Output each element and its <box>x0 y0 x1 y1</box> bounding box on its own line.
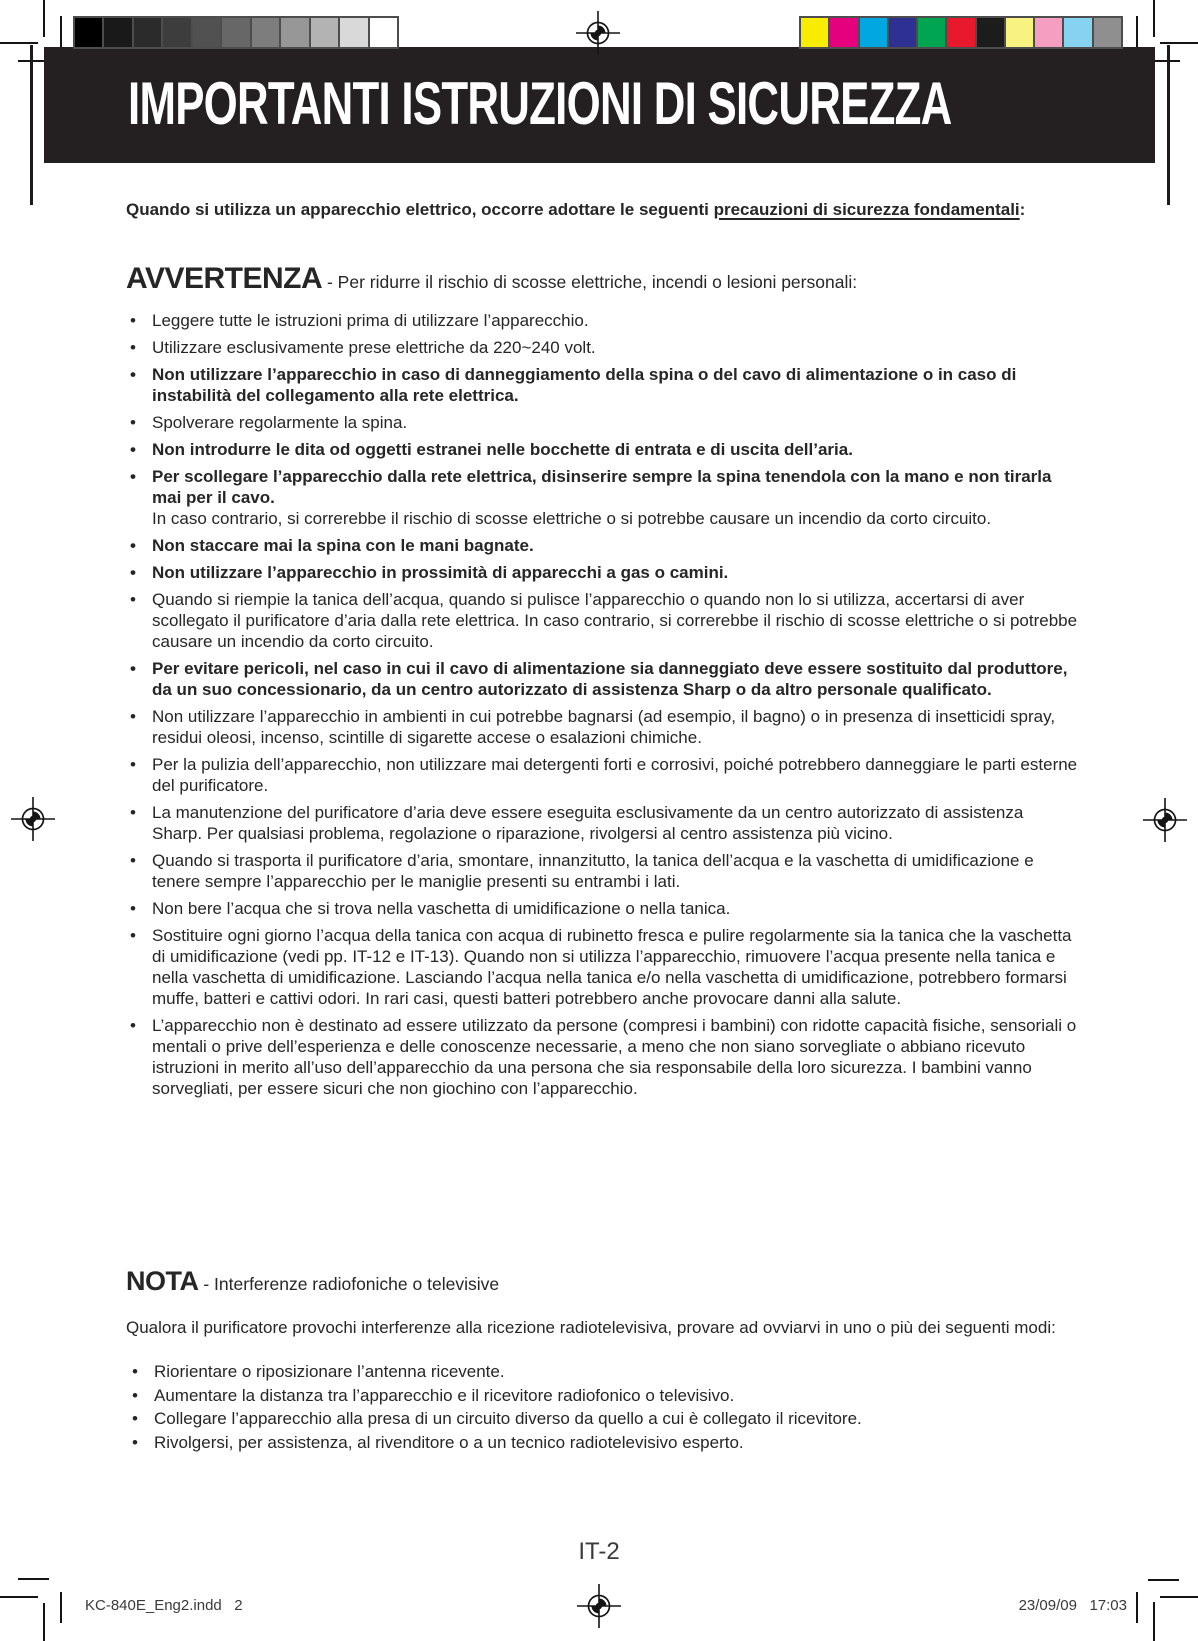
grayscale-calibration-bar <box>73 16 399 49</box>
nota-heading: NOTA <box>126 1266 199 1296</box>
list-item <box>126 706 1078 748</box>
list-item <box>126 439 1078 460</box>
color-calibration-bar <box>799 16 1123 49</box>
bullet-icon: • <box>130 707 136 726</box>
nota-intro-paragraph: Qualora il purificatore provochi interferenze alla ricezione radiotelevisiva, provare ad ovviarvi in uno o più dei seguenti modi: <box>126 1318 1056 1337</box>
calibration-swatch <box>1064 18 1091 47</box>
bullet-icon: • <box>130 659 136 678</box>
bullet-icon: • <box>132 1362 138 1381</box>
list-item <box>126 925 1078 1009</box>
registration-mark-icon <box>577 1584 621 1628</box>
crop-mark <box>1148 1579 1179 1581</box>
list-item-text: Non utilizzare l’apparecchio in ambienti in cui potrebbe bagnarsi (ad esempio, il bagno) o in presenza di insetticidi spray, residui oleosi, incenso, scintille di sigarette accese o esalazioni chimiche. <box>152 707 1056 747</box>
calibration-swatch <box>311 18 338 47</box>
list-item-text: Aumentare la distanza tra l’apparecchio e il ricevitore radiofonico o televisivo. <box>154 1385 735 1405</box>
list-item <box>128 1431 1058 1455</box>
registration-mark-icon <box>11 797 55 841</box>
calibration-swatch <box>830 18 857 47</box>
list-item <box>126 754 1078 796</box>
trim-line <box>1167 45 1170 205</box>
crop-mark <box>18 1578 49 1580</box>
list-item-text: Non bere l’acqua che si trova nella vaschetta di umidificazione o nella tanica. <box>152 899 731 918</box>
list-item-text: Per scollegare l’apparecchio dalla rete elettrica, disinserire sempre la spina tenendola con la mano e non tirarla mai per il cavo. In caso contrario, si correrebbe il rischio di scosse elettriche o si potrebbe causare un incendio da corto circuito. <box>152 466 1078 529</box>
calibration-swatch <box>252 18 279 47</box>
list-item-text: Non staccare mai la spina con le mani bagnate. <box>152 536 534 555</box>
bullet-icon: • <box>130 590 136 609</box>
bullet-icon: • <box>130 803 136 822</box>
crop-mark <box>60 1592 62 1623</box>
list-item <box>128 1407 1058 1431</box>
nota-heading-row <box>126 1266 499 1297</box>
intro-underlined-text: precauzioni di sicurezza fondamentali <box>713 200 1020 219</box>
list-item <box>126 337 1078 358</box>
crop-mark <box>1153 1602 1155 1641</box>
calibration-swatch <box>104 18 131 47</box>
bullet-icon: • <box>130 1016 136 1035</box>
calibration-swatch <box>75 18 102 47</box>
bullet-icon: • <box>130 413 136 432</box>
list-item-text: Quando si trasporta il purificatore d’aria, smontare, innanzitutto, la tanica dell’acqua e la vaschetta di umidificazione e tenere sempre l’apparecchio per le maniglie presenti su entrambi i lati. <box>152 851 1034 891</box>
calibration-swatch <box>860 18 887 47</box>
list-item-text: Utilizzare esclusivamente prese elettriche da 220~240 volt. <box>152 338 596 357</box>
calibration-swatch <box>1035 18 1062 47</box>
intro-text: Quando si utilizza un apparecchio elettrico, occorre adottare le seguenti <box>126 200 714 219</box>
calibration-swatch <box>889 18 916 47</box>
trim-line <box>30 45 33 205</box>
registration-mark-icon <box>1143 798 1187 842</box>
list-item <box>128 1360 1058 1384</box>
calibration-swatch <box>163 18 190 47</box>
list-item <box>126 310 1078 331</box>
bullet-icon: • <box>130 563 136 582</box>
bullet-icon: • <box>130 926 136 945</box>
list-item <box>126 658 1078 700</box>
list-item-text: L’apparecchio non è destinato ad essere utilizzato da persone (compresi i bambini) con ridotte capacità fisiche, sensoriali o mentali o prive dell’esperienza e delle conoscenze necessarie, a meno che non siano sorvegliate o abbiano ricevuto istruzioni in merito all’uso dell’apparecchio da una persona che sia responsabile della loro sicurezza. I bambini vanno sorvegliati, per essere sicuri che non giochino con l’apparecchio. <box>152 1016 1077 1098</box>
list-item-text: Per la pulizia dell’apparecchio, non utilizzare mai detergenti forti e corrosivi, poiché potrebbero danneggiare le parti esterne del purificatore. <box>152 755 1078 795</box>
list-item-text: Sostituire ogni giorno l’acqua della tanica con acqua di rubinetto fresca e pulire regolarmente sia la tanica che la vaschetta di umidificazione (vedi pp. IT-12 e IT-13). Quando non si utilizza l’apparecchio, rimuovere l’acqua presente nella tanica e nella vaschetta di umidificazione. Lasciando l’acqua nella tanica e/o nella vaschetta di umidificazione, potrebbero formarsi muffe, batteri e cattivi odori. In rari casi, questi batteri potrebbero anche provocare danni alla salute. <box>152 926 1072 1008</box>
crop-mark <box>43 1603 45 1641</box>
bullet-icon: • <box>132 1385 138 1405</box>
warning-list <box>126 310 1078 1105</box>
list-item-text: Spolverare regolarmente la spina. <box>152 413 408 432</box>
bullet-icon: • <box>132 1409 138 1428</box>
nota-list <box>128 1360 1058 1454</box>
list-item-text: Non utilizzare l’apparecchio in prossimità di apparecchi a gas o camini. <box>152 563 729 582</box>
list-item <box>126 802 1078 844</box>
list-item-text: Per evitare pericoli, nel caso in cui il cavo di alimentazione sia danneggiato deve essere sostituito dal produttore, da un suo concessionario, da un centro autorizzato di assistenza Sharp o da altro personale qualificato. <box>152 659 1068 699</box>
list-item-text: Rivolgersi, per assistenza, al rivenditore o a un tecnico radiotelevisivo esperto. <box>154 1432 744 1452</box>
list-item-text: Collegare l’apparecchio alla presa di un circuito diverso da quello a cui è collegato il ricevitore. <box>154 1409 862 1428</box>
list-item-text: Quando si riempie la tanica dell’acqua, quando si pulisce l’apparecchio o quando non lo si utilizza, accertarsi di aver scollegato il purificatore d’aria dalla rete elettrica. In caso contrario, si correrebbe il rischio di scosse elettriche o si potrebbe causare un incendio da corto circuito. <box>152 590 1078 651</box>
list-item-text: Leggere tutte le istruzioni prima di utilizzare l’apparecchio. <box>152 311 589 330</box>
calibration-swatch <box>918 18 945 47</box>
bullet-icon: • <box>130 851 136 870</box>
list-item <box>126 589 1078 652</box>
bullet-icon: • <box>130 440 136 459</box>
bullet-icon: • <box>132 1432 138 1452</box>
list-item <box>126 466 1078 529</box>
warning-heading-row <box>126 262 857 296</box>
list-item <box>126 412 1078 433</box>
warning-heading: AVVERTENZA <box>126 262 323 295</box>
registration-mark-icon <box>576 11 620 55</box>
crop-mark <box>1136 16 1138 50</box>
list-item-text: La manutenzione del purificatore d’aria deve essere eseguita esclusivamente da un centro autorizzato di assistenza Sharp. Per qualsiasi problema, regolazione o riparazione, rivolgersi al centro assistenza più vicino. <box>152 803 1024 843</box>
calibration-swatch <box>1094 18 1121 47</box>
footer-timestamp: 23/09/09 17:03 <box>1018 1597 1127 1614</box>
bullet-icon: • <box>130 365 136 384</box>
bullet-icon: • <box>130 467 136 486</box>
calibration-swatch <box>222 18 249 47</box>
page-number: IT-2 <box>578 1538 620 1565</box>
bullet-icon: • <box>130 536 136 555</box>
bullet-icon: • <box>130 755 136 774</box>
nota-subtitle: - Interferenze radiofoniche o televisive <box>198 1274 500 1294</box>
crop-mark <box>1153 0 1155 37</box>
crop-mark <box>1160 1596 1198 1598</box>
calibration-swatch <box>281 18 308 47</box>
calibration-swatch <box>1006 18 1033 47</box>
list-item-note: In caso contrario, si correrebbe il rischio di scosse elettriche o si potrebbe causare un incendio da corto circuito. <box>152 509 992 528</box>
crop-mark <box>1136 1592 1138 1623</box>
crop-mark <box>0 1596 38 1598</box>
crop-mark <box>0 42 38 44</box>
title-bar <box>44 47 1155 163</box>
list-item <box>126 898 1078 919</box>
list-item <box>128 1384 1058 1408</box>
list-item <box>126 562 1078 583</box>
calibration-swatch <box>977 18 1004 47</box>
calibration-swatch <box>801 18 828 47</box>
calibration-swatch <box>340 18 367 47</box>
bullet-icon: • <box>130 338 136 357</box>
calibration-swatch <box>947 18 974 47</box>
bullet-icon: • <box>130 899 136 918</box>
crop-mark <box>43 0 45 37</box>
list-item-text: Non introdurre le dita od oggetti estranei nelle bocchette di entrata e di uscita dell’aria. <box>152 440 853 459</box>
list-item <box>126 850 1078 892</box>
list-item-text: Riorientare o riposizionare l’antenna ricevente. <box>154 1362 505 1381</box>
intro-paragraph <box>126 198 1026 221</box>
bullet-icon: • <box>130 311 136 330</box>
warning-subtitle: - Per ridurre il rischio di scosse elettriche, incendi o lesioni personali: <box>322 272 858 292</box>
page-title: IMPORTANTI ISTRUZIONI DI SICUREZZA <box>128 70 952 137</box>
footer-file-info: KC-840E_Eng2.indd 2 <box>85 1597 243 1614</box>
calibration-swatch <box>370 18 397 47</box>
list-item <box>126 364 1078 406</box>
calibration-swatch <box>193 18 220 47</box>
crop-mark <box>60 16 62 50</box>
list-item-text: Non utilizzare l’apparecchio in caso di danneggiamento della spina o del cavo di alimentazione o in caso di instabilità del collegamento alla rete elettrica. <box>152 365 1017 405</box>
list-item <box>126 1015 1078 1099</box>
crop-mark <box>1160 42 1198 44</box>
list-item <box>126 535 1078 556</box>
calibration-swatch <box>134 18 161 47</box>
intro-colon: : <box>1019 200 1026 219</box>
